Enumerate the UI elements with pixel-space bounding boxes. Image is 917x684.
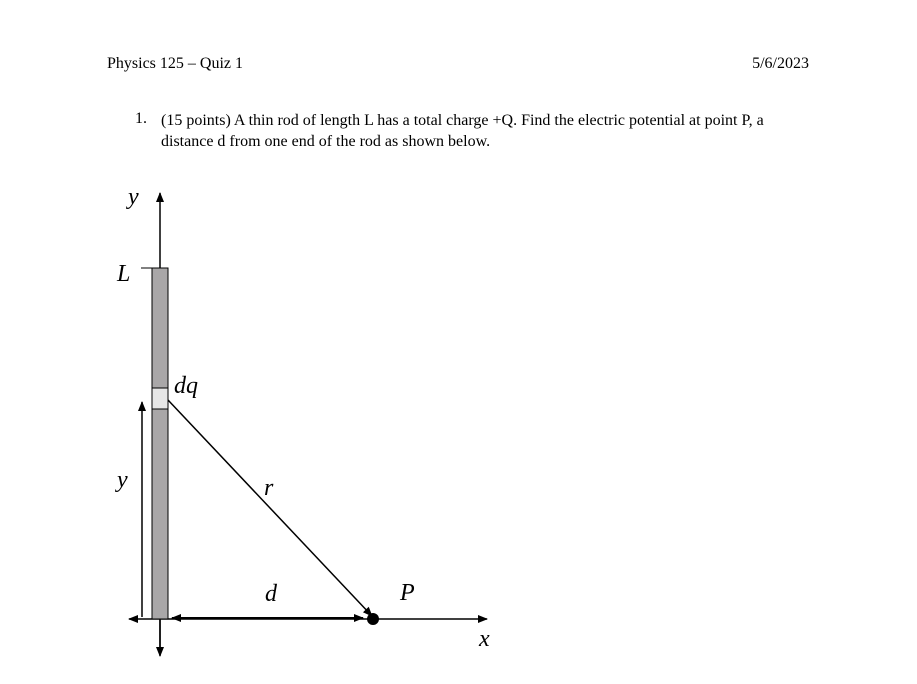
point-p [367,613,379,625]
charged-rod [152,268,168,619]
question-text: (15 points) A thin rod of length L has a total charge +Q. Find the electric potential at point P, a distance d from one end of the rod as shown below. [161,112,764,150]
quiz-date: 5/6/2023 [752,55,809,72]
y-axis-label: y [128,184,139,210]
d-label: d [265,581,277,607]
p-label: P [400,580,415,606]
question-number: 1. [135,110,147,127]
x-axis-label: x [479,626,490,652]
height-label: y [117,467,128,493]
dq-label: dq [174,373,198,399]
rod-length-label: L [117,261,131,287]
r-label: r [264,475,274,501]
course-title: Physics 125 – Quiz 1 [107,55,243,72]
charge-element-dq [152,388,168,409]
